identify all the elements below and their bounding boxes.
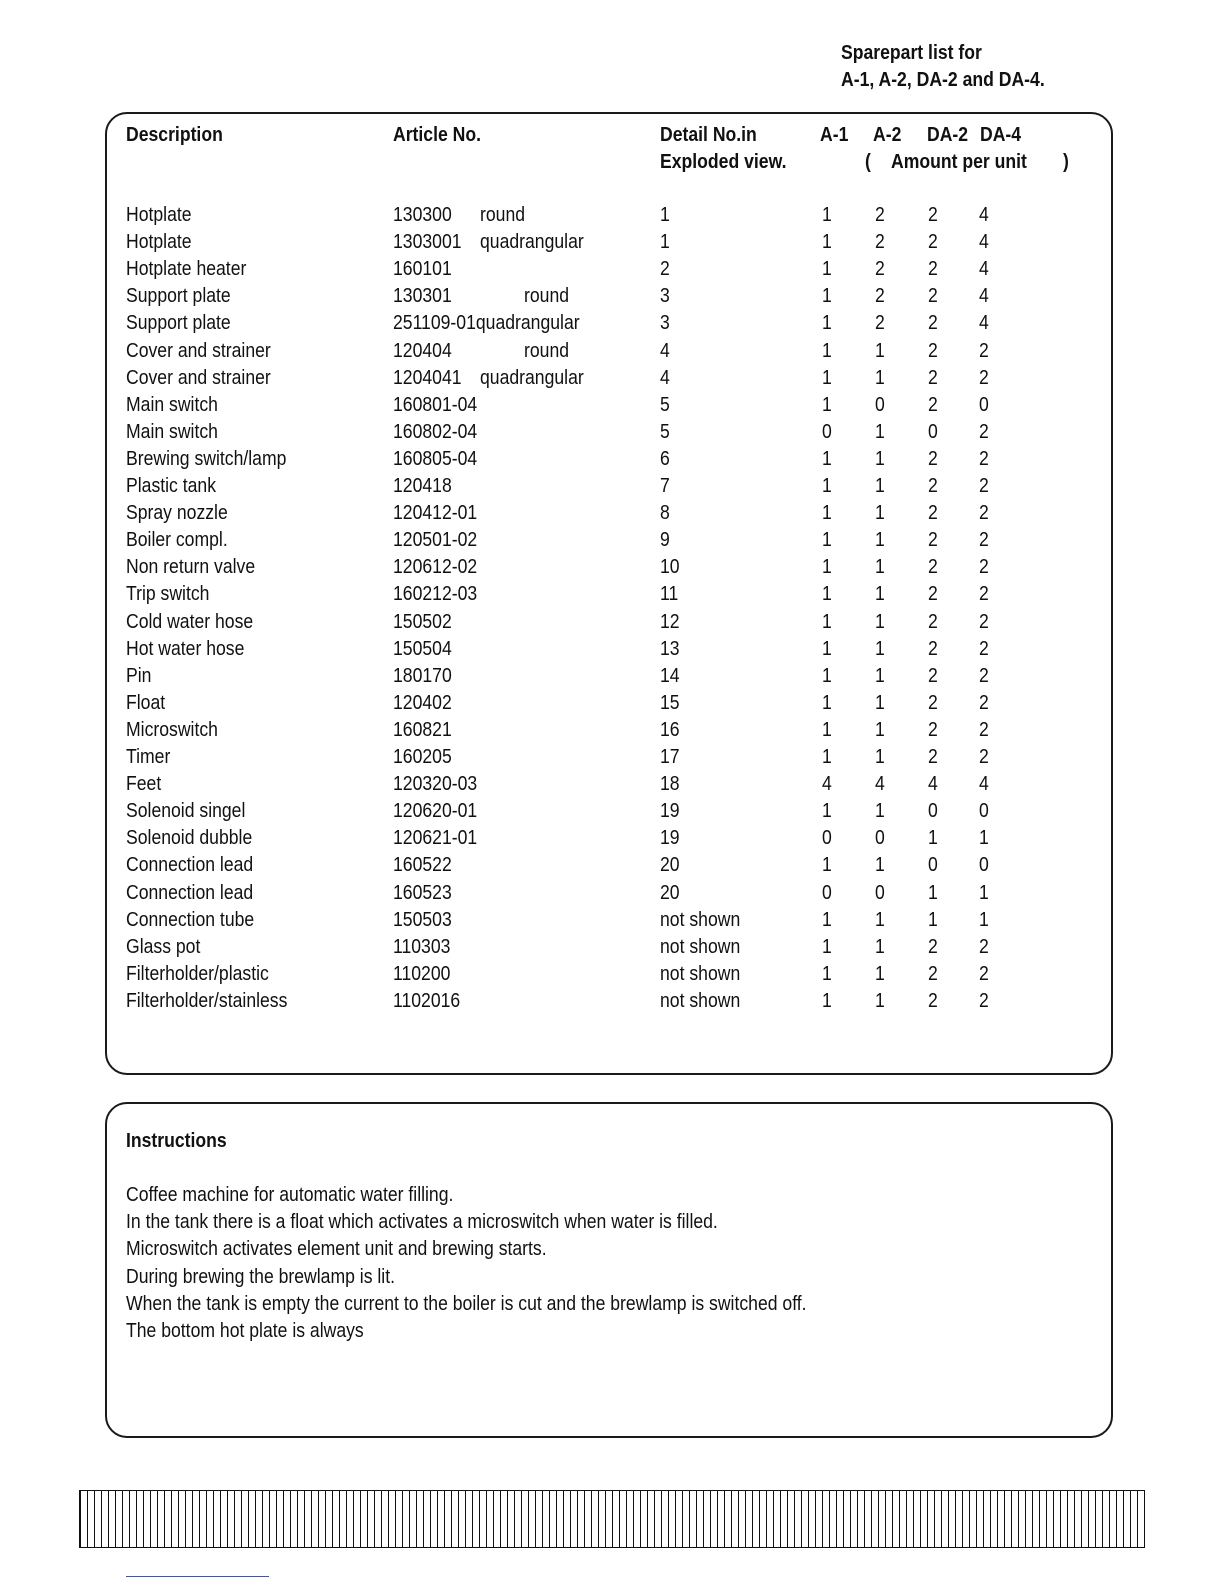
cell-da4: 2: [979, 502, 989, 525]
cell-a1: 1: [822, 854, 832, 877]
document-title: [841, 40, 1045, 94]
cell-article-no: 160205: [393, 746, 452, 768]
cell-description: Connection lead: [126, 854, 254, 877]
table-row: [0, 880, 1225, 907]
cell-da2: 2: [928, 393, 938, 416]
cell-detail-no: 5: [660, 420, 670, 443]
header-da2: DA-2: [927, 124, 969, 146]
cell-description: Timer: [126, 746, 171, 768]
table-row: [0, 934, 1225, 961]
cell-detail-no: 16: [660, 718, 680, 741]
cell-da4: 2: [979, 746, 989, 768]
cell-variant: round: [480, 204, 526, 226]
cell-article-no: 160821: [393, 718, 452, 741]
table-row: [0, 229, 1225, 256]
cell-da2: 1: [928, 881, 938, 904]
title-line-2: A-1, A-2, DA-2 and DA-4.: [841, 69, 1045, 91]
cell-detail-no: 5: [660, 393, 670, 416]
cell-description: Support plate: [126, 312, 231, 335]
cell-a1: 1: [822, 908, 832, 931]
cell-variant: quadrangular: [480, 231, 584, 254]
cell-a1: 1: [822, 339, 832, 362]
cell-a1: 1: [822, 204, 832, 226]
cell-a2: 1: [875, 718, 885, 741]
cell-a2: 1: [875, 962, 885, 985]
cell-da2: 2: [928, 366, 938, 389]
cell-a2: 2: [875, 285, 885, 308]
cell-da4: 4: [979, 312, 989, 335]
cell-da2: 2: [928, 718, 938, 741]
cell-da4: 2: [979, 691, 989, 714]
cell-da2: 2: [928, 447, 938, 470]
cell-da4: 4: [979, 204, 989, 226]
hatched-footer-band: [79, 1490, 1145, 1548]
cell-da2: 2: [928, 339, 938, 362]
cell-description: Connection tube: [126, 908, 255, 931]
cell-a2: 1: [875, 854, 885, 877]
cell-a1: 1: [822, 447, 832, 470]
cell-da4: 2: [979, 447, 989, 470]
cell-a2: 4: [875, 773, 885, 796]
cell-a1: 1: [822, 529, 832, 552]
table-row: [0, 852, 1225, 879]
cell-da2: 2: [928, 962, 938, 985]
table-row: [0, 473, 1225, 500]
table-row: [0, 365, 1225, 392]
cell-a1: 1: [822, 366, 832, 389]
table-row: [0, 988, 1225, 1015]
cell-article-no: 160802-04: [393, 420, 478, 443]
cell-a1: 1: [822, 800, 832, 823]
cell-a1: 1: [822, 393, 832, 416]
table-row: [0, 744, 1225, 771]
cell-a2: 0: [875, 827, 885, 850]
header-a1: A-1: [820, 124, 849, 146]
cell-description: Cold water hose: [126, 610, 254, 633]
cell-article-no: 251109-01quadrangular: [393, 312, 580, 335]
cell-variant: quadrangular: [480, 366, 584, 389]
cell-a1: 1: [822, 231, 832, 254]
cell-a2: 1: [875, 610, 885, 633]
cell-article-no: 120612-02: [393, 556, 478, 579]
cell-description: Cover and strainer: [126, 339, 271, 362]
table-row: [0, 717, 1225, 744]
cell-article-no: 1303001: [393, 231, 462, 254]
header-article-no: Article No.: [393, 124, 482, 146]
header-da4: DA-4: [980, 124, 1022, 146]
cell-a2: 1: [875, 989, 885, 1012]
table-row: [0, 446, 1225, 473]
cell-a1: 1: [822, 312, 832, 335]
cell-da4: 2: [979, 962, 989, 985]
cell-a1: 1: [822, 610, 832, 633]
table-row: [0, 256, 1225, 283]
header-description: Description: [126, 124, 223, 146]
cell-da2: 2: [928, 502, 938, 525]
cell-a2: 2: [875, 312, 885, 335]
cell-a2: 1: [875, 366, 885, 389]
cell-da4: 2: [979, 556, 989, 579]
cell-article-no: 160805-04: [393, 447, 478, 470]
cell-detail-no: 6: [660, 447, 670, 470]
cell-da2: 2: [928, 285, 938, 308]
header-detail-no: Detail No.in: [660, 124, 757, 146]
cell-da2: 2: [928, 475, 938, 497]
cell-da4: 2: [979, 475, 989, 497]
cell-detail-no: 10: [660, 556, 680, 579]
cell-article-no: 120402: [393, 691, 452, 714]
cell-a2: 1: [875, 502, 885, 525]
cell-description: Glass pot: [126, 935, 201, 958]
cell-article-no: 1102016: [393, 989, 461, 1012]
cell-da2: 2: [928, 935, 938, 958]
table-row: [0, 798, 1225, 825]
cell-a2: 1: [875, 529, 885, 552]
table-row: [0, 283, 1225, 310]
cell-a1: 1: [822, 746, 832, 768]
table-row: [0, 663, 1225, 690]
cell-detail-no: 19: [660, 800, 680, 823]
cell-da2: 1: [928, 908, 938, 931]
table-row: [0, 609, 1225, 636]
cell-da4: 2: [979, 339, 989, 362]
cell-a2: 2: [875, 204, 885, 226]
cell-da4: 2: [979, 637, 989, 660]
cell-article-no: 1204041: [393, 366, 462, 389]
cell-a1: 1: [822, 285, 832, 308]
cell-detail-no: 4: [660, 366, 670, 389]
cell-da4: 2: [979, 718, 989, 741]
cell-detail-no: 2: [660, 258, 670, 281]
cell-variant: round: [524, 339, 570, 362]
cell-a1: 1: [822, 637, 832, 660]
cell-a1: 0: [822, 881, 832, 904]
cell-article-no: 120418: [393, 475, 452, 497]
cell-a1: 1: [822, 475, 832, 497]
cell-a1: 1: [822, 691, 832, 714]
table-row: [0, 690, 1225, 717]
title-line-1: Sparepart list for: [841, 42, 982, 64]
table-row: [0, 907, 1225, 934]
cell-a1: 4: [822, 773, 832, 796]
cell-a1: 1: [822, 556, 832, 579]
table-row: [0, 961, 1225, 988]
cell-description: Solenoid singel: [126, 800, 246, 823]
cell-da4: 4: [979, 258, 989, 281]
cell-detail-no: 3: [660, 285, 670, 308]
instruction-line: When the tank is empty the current to the boiler is cut and the brewlamp is switched off.: [126, 1292, 807, 1315]
table-row: [0, 338, 1225, 365]
cell-da2: 2: [928, 989, 938, 1012]
cell-a2: 1: [875, 447, 885, 470]
cell-a2: 2: [875, 258, 885, 281]
cell-description: Feet: [126, 773, 162, 796]
cell-a2: 1: [875, 475, 885, 497]
instruction-line: Microswitch activates element unit and brewing starts.: [126, 1238, 547, 1261]
cell-a1: 1: [822, 664, 832, 687]
cell-article-no: 150504: [393, 637, 452, 660]
table-row: [0, 636, 1225, 663]
cell-da2: 2: [928, 664, 938, 687]
cell-detail-no: 9: [660, 529, 670, 552]
cell-da2: 0: [928, 420, 938, 443]
cell-da2: 4: [928, 773, 938, 796]
cell-a2: 0: [875, 393, 885, 416]
cell-description: Boiler compl.: [126, 529, 228, 552]
instruction-line: During brewing the brewlamp is lit.: [126, 1265, 396, 1288]
cell-article-no: 120501-02: [393, 529, 478, 552]
cell-description: Main switch: [126, 393, 218, 416]
cell-description: Brewing switch/lamp: [126, 447, 287, 470]
table-row: [0, 500, 1225, 527]
cell-detail-no: not shown: [660, 935, 741, 958]
header-amount-per-unit: Amount per unit: [891, 151, 1027, 173]
table-row: [0, 310, 1225, 337]
cell-description: Plastic tank: [126, 475, 216, 497]
cell-description: Hotplate: [126, 231, 192, 254]
cell-article-no: 160212-03: [393, 583, 478, 606]
footer-link-underline: [126, 1576, 269, 1577]
cell-a1: 0: [822, 827, 832, 850]
cell-a2: 1: [875, 691, 885, 714]
cell-a2: 1: [875, 908, 885, 931]
cell-detail-no: 20: [660, 881, 680, 904]
cell-da2: 2: [928, 204, 938, 226]
instruction-line: Coffee machine for automatic water filling.: [126, 1184, 454, 1206]
cell-detail-no: 4: [660, 339, 670, 362]
cell-description: Trip switch: [126, 583, 210, 606]
cell-da4: 2: [979, 529, 989, 552]
cell-da4: 2: [979, 420, 989, 443]
cell-detail-no: 20: [660, 854, 680, 877]
cell-da2: 2: [928, 556, 938, 579]
header-exploded-view: Exploded view.: [660, 151, 787, 173]
header-a2: A-2: [873, 124, 902, 146]
cell-detail-no: 17: [660, 746, 680, 768]
cell-a2: 0: [875, 881, 885, 904]
table-row: [0, 419, 1225, 446]
cell-da2: 0: [928, 854, 938, 877]
cell-da4: 1: [979, 908, 989, 931]
cell-description: Support plate: [126, 285, 231, 308]
cell-da4: 0: [979, 854, 989, 877]
table-row: [0, 554, 1225, 581]
cell-a2: 1: [875, 556, 885, 579]
cell-da4: 2: [979, 610, 989, 633]
cell-detail-no: not shown: [660, 908, 741, 931]
cell-da4: 4: [979, 773, 989, 796]
cell-a1: 1: [822, 718, 832, 741]
cell-a2: 1: [875, 664, 885, 687]
cell-da4: 0: [979, 800, 989, 823]
cell-detail-no: 11: [660, 583, 679, 606]
table-row: [0, 771, 1225, 798]
cell-detail-no: 7: [660, 475, 670, 497]
cell-da2: 2: [928, 746, 938, 768]
amount-open-paren: (: [865, 151, 871, 173]
cell-da2: 0: [928, 800, 938, 823]
cell-article-no: 150502: [393, 610, 452, 633]
cell-detail-no: 1: [660, 204, 670, 226]
cell-detail-no: 14: [660, 664, 680, 687]
instructions-heading: Instructions: [126, 1130, 227, 1152]
cell-detail-no: 3: [660, 312, 670, 335]
table-row: [0, 392, 1225, 419]
cell-da4: 2: [979, 664, 989, 687]
cell-variant: round: [524, 285, 570, 308]
cell-da4: 0: [979, 393, 989, 416]
table-row: [0, 202, 1225, 229]
cell-da2: 2: [928, 583, 938, 606]
cell-article-no: 160101: [393, 258, 452, 281]
cell-description: Connection lead: [126, 881, 254, 904]
instruction-line: The bottom hot plate is always: [126, 1320, 364, 1342]
cell-article-no: 120320-03: [393, 773, 478, 796]
cell-description: Solenoid dubble: [126, 827, 253, 850]
cell-article-no: 160801-04: [393, 393, 478, 416]
cell-da4: 2: [979, 935, 989, 958]
cell-a1: 1: [822, 258, 832, 281]
cell-da4: 2: [979, 989, 989, 1012]
cell-description: Hotplate: [126, 204, 192, 226]
cell-article-no: 160522: [393, 854, 452, 877]
cell-da4: 1: [979, 881, 989, 904]
cell-da4: 4: [979, 231, 989, 254]
cell-da2: 2: [928, 529, 938, 552]
cell-article-no: 130301: [393, 285, 452, 308]
cell-description: Pin: [126, 664, 152, 687]
cell-da4: 2: [979, 583, 989, 606]
amount-close-paren: ): [1063, 151, 1069, 173]
cell-a1: 1: [822, 989, 832, 1012]
cell-da4: 1: [979, 827, 989, 850]
cell-a2: 1: [875, 746, 885, 768]
cell-da2: 2: [928, 637, 938, 660]
cell-article-no: 180170: [393, 664, 452, 687]
cell-article-no: 120412-01: [393, 502, 478, 525]
cell-article-no: 120620-01: [393, 800, 478, 823]
table-row: [0, 581, 1225, 608]
cell-article-no: 120621-01: [393, 827, 478, 850]
cell-detail-no: 8: [660, 502, 670, 525]
cell-description: Cover and strainer: [126, 366, 271, 389]
cell-description: Non return valve: [126, 556, 256, 579]
cell-a1: 1: [822, 502, 832, 525]
cell-description: Main switch: [126, 420, 218, 443]
cell-description: Spray nozzle: [126, 502, 228, 525]
cell-detail-no: not shown: [660, 989, 741, 1012]
cell-da4: 2: [979, 366, 989, 389]
table-row: [0, 825, 1225, 852]
cell-detail-no: 19: [660, 827, 680, 850]
cell-da2: 1: [928, 827, 938, 850]
table-row: [0, 527, 1225, 554]
cell-description: Hot water hose: [126, 637, 245, 660]
instruction-line: In the tank there is a float which activates a microswitch when water is filled.: [126, 1211, 718, 1234]
cell-description: Microswitch: [126, 718, 218, 741]
cell-da2: 2: [928, 312, 938, 335]
cell-da4: 4: [979, 285, 989, 308]
cell-article-no: 120404: [393, 339, 452, 362]
cell-article-no: 150503: [393, 908, 452, 931]
cell-da2: 2: [928, 691, 938, 714]
cell-a2: 1: [875, 935, 885, 958]
cell-detail-no: 18: [660, 773, 680, 796]
cell-a1: 1: [822, 583, 832, 606]
cell-description: Float: [126, 691, 166, 714]
cell-detail-no: 1: [660, 231, 670, 254]
cell-da2: 2: [928, 258, 938, 281]
cell-detail-no: 15: [660, 691, 680, 714]
cell-a2: 2: [875, 231, 885, 254]
cell-a2: 1: [875, 420, 885, 443]
cell-description: Filterholder/stainless: [126, 989, 288, 1012]
cell-a1: 1: [822, 962, 832, 985]
cell-da2: 2: [928, 610, 938, 633]
cell-description: Filterholder/plastic: [126, 962, 269, 985]
cell-detail-no: 13: [660, 637, 680, 660]
cell-detail-no: not shown: [660, 962, 741, 985]
cell-a1: 0: [822, 420, 832, 443]
cell-article-no: 130300: [393, 204, 452, 226]
cell-article-no: 110303: [393, 935, 451, 958]
cell-description: Hotplate heater: [126, 258, 247, 281]
cell-a2: 1: [875, 800, 885, 823]
cell-article-no: 160523: [393, 881, 452, 904]
cell-a2: 1: [875, 339, 885, 362]
cell-a2: 1: [875, 637, 885, 660]
cell-article-no: 110200: [393, 962, 451, 985]
cell-a1: 1: [822, 935, 832, 958]
cell-detail-no: 12: [660, 610, 680, 633]
cell-da2: 2: [928, 231, 938, 254]
cell-a2: 1: [875, 583, 885, 606]
